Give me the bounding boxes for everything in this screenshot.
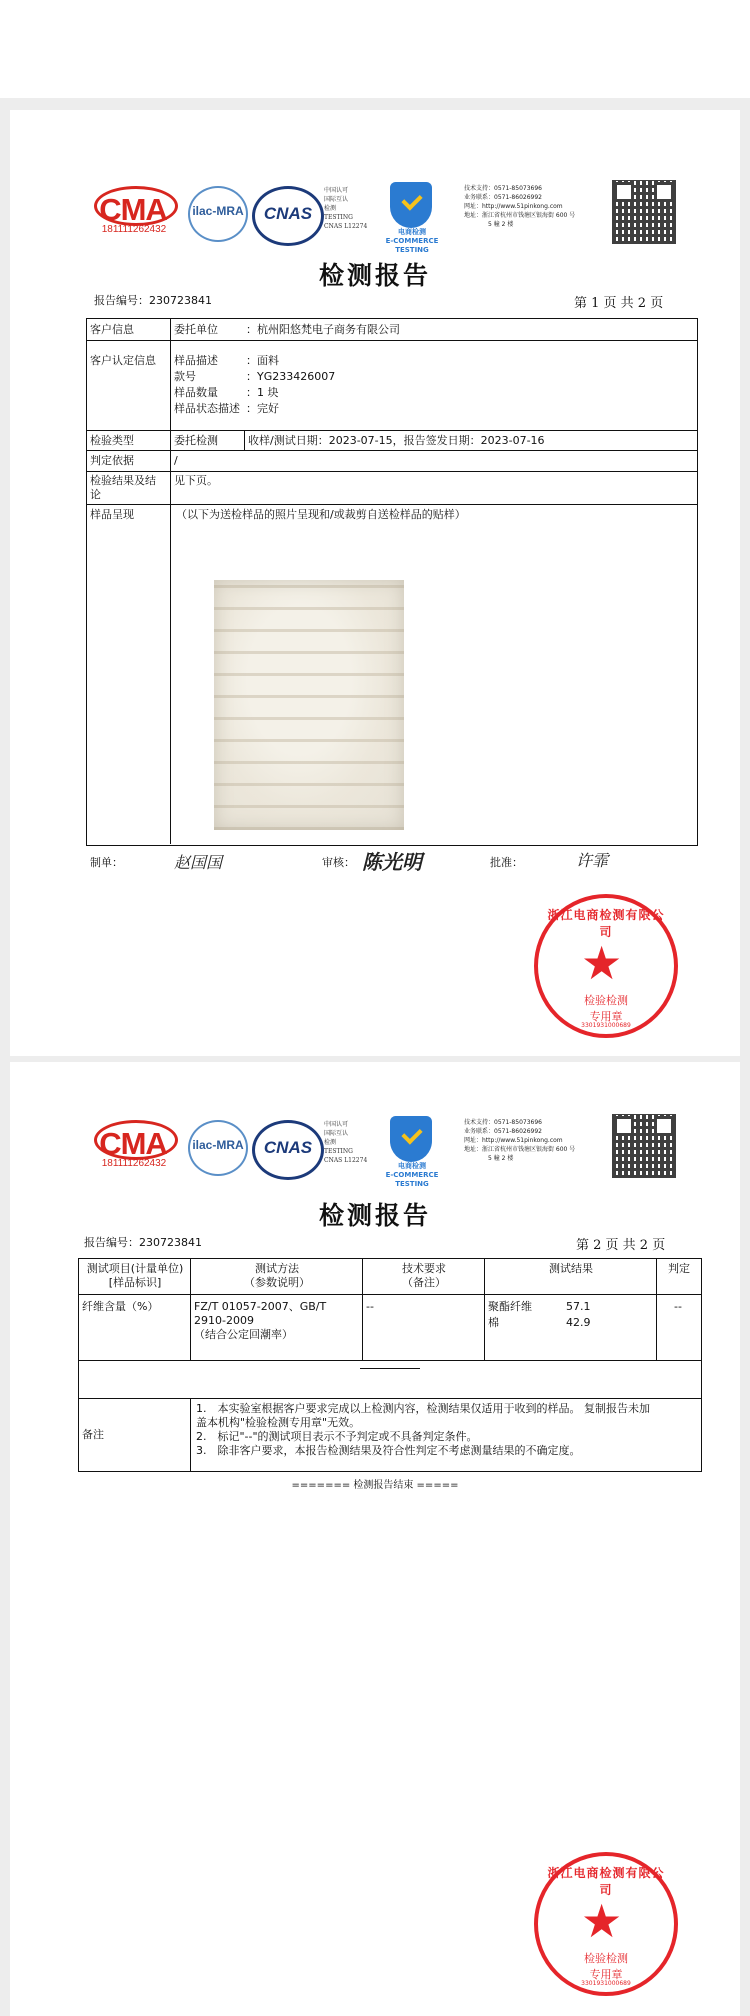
header-result: 测试结果 xyxy=(549,1262,593,1275)
cnas-logo: CNAS xyxy=(252,1120,324,1180)
label-result-conclusion: 检验结果及结论 xyxy=(90,474,156,501)
label-approver: 批准： xyxy=(490,856,523,869)
maker-signature: 赵国国 xyxy=(174,853,223,872)
label-reviewer: 审核： xyxy=(322,856,355,869)
star-icon: ★ xyxy=(581,1894,623,1948)
remarks-label: 备注 xyxy=(82,1428,104,1441)
shield-icon xyxy=(390,1116,432,1162)
report-header xyxy=(92,180,682,260)
cma-logo: CMA 181111262432 xyxy=(92,180,176,242)
report-end-line: ======= 检测报告结束 ===== xyxy=(291,1480,459,1491)
report-header-2 xyxy=(92,1114,682,1194)
row-judgment: -- xyxy=(674,1300,682,1313)
qr-code-icon xyxy=(612,180,676,244)
value-entrusted-test: 委托检测 xyxy=(174,434,218,447)
value-dates: 收样/测试日期：2023-07-15，报告签发日期：2023-07-16 xyxy=(248,434,545,447)
label-judgment-basis: 判定依据 xyxy=(90,454,134,467)
label-sample-qty: 样品数量 xyxy=(174,386,218,399)
row-item: 纤维含量（%） xyxy=(82,1300,159,1313)
value-sample-qty: ：1 块 xyxy=(246,386,279,399)
page-title: 检测报告 xyxy=(318,261,431,290)
page-indicator: 第 2 页 共 2 页 xyxy=(576,1238,666,1253)
shield-icon xyxy=(390,182,432,228)
label-client-info: 客户信息 xyxy=(90,323,134,336)
row-method: FZ/T 01057-2007、GB/T 2910-2009 （结合公定回潮率） xyxy=(194,1300,327,1341)
header-item: 测试项目(计量单位) [样品标识] xyxy=(86,1262,184,1289)
contact-info: 技术支持：0571-85073696 业务联系：0571-86026992 网址：http://www.51pinkong.com 地址：浙江省杭州市钱塘区银海街 600 号 5 幢 2 楼 xyxy=(464,185,576,228)
report-page-1 xyxy=(10,110,740,1056)
contact-info: 技术支持：0571-85073696 业务联系：0571-86026992 网址：http://www.51pinkong.com 地址：浙江省杭州市钱塘区银海街 600 号 5 幢 2 楼 xyxy=(464,1119,576,1162)
page-title: 检测报告 xyxy=(318,1201,431,1230)
header-requirement: 技术要求 （备注） xyxy=(402,1262,446,1289)
label-sample-presentation: 样品呈现 xyxy=(90,508,134,521)
row-requirement: -- xyxy=(366,1300,374,1313)
label-entrusting-unit: 委托单位 xyxy=(174,323,218,336)
top-margin xyxy=(0,0,750,98)
label-style-no: 款号 xyxy=(174,370,196,383)
value-sample-desc: ：面料 xyxy=(246,354,279,367)
cnas-logo: CNAS xyxy=(252,186,324,246)
fabric-sample-photo xyxy=(214,580,404,830)
cnas-note: 中国认可 国际互认 检测 TESTING CNAS L12274 xyxy=(324,1121,368,1164)
value-result-conclusion: 见下页。 xyxy=(174,474,218,487)
sample-note: （以下为送检样品的照片呈现和/或裁剪自送检样品的贴样） xyxy=(176,508,466,521)
inspection-seal: 浙江电商检测有限公司 ★ 检验检测 专用章 3301931000689 xyxy=(534,894,678,1038)
inspection-seal: 浙江电商检测有限公司 ★ 检验检测 专用章 3301931000689 xyxy=(534,1852,678,1996)
report-page-2 xyxy=(10,1062,740,2016)
value-sample-state: ：完好 xyxy=(246,402,279,415)
label-sample-state: 样品状态描述 xyxy=(174,402,240,415)
header-judgment: 判定 xyxy=(668,1262,690,1275)
ilac-mra-logo: ilac-MRA xyxy=(188,1120,248,1176)
report-number: 报告编号：230723841 xyxy=(84,1236,202,1249)
label-sample-desc: 样品描述 xyxy=(174,354,218,367)
value-judgment-basis: / xyxy=(174,454,178,467)
header-method: 测试方法 （参数说明） xyxy=(244,1262,310,1289)
ilac-mra-logo: ilac-MRA xyxy=(188,186,248,242)
report-number: 报告编号：230723841 xyxy=(94,294,212,307)
approver-signature: 许霏 xyxy=(576,851,609,870)
star-icon: ★ xyxy=(581,936,623,990)
ecommerce-testing-label: 电商检测 E-COMMERCE TESTING xyxy=(385,1162,439,1188)
label-client-recognized: 客户认定信息 xyxy=(90,354,156,367)
page-indicator: 第 1 页 共 2 页 xyxy=(574,296,664,311)
row-result-value-1: 57.1 xyxy=(566,1300,591,1313)
reviewer-signature: 陈光明 xyxy=(362,850,422,874)
label-inspection-type: 检验类型 xyxy=(90,434,134,447)
qr-code-icon xyxy=(612,1114,676,1178)
ecommerce-testing-label: 电商检测 E-COMMERCE TESTING xyxy=(385,228,439,254)
row-result-name-2: 棉 xyxy=(488,1316,499,1329)
value-style-no: ：YG233426007 xyxy=(246,370,336,383)
row-result-name-1: 聚酯纤维 xyxy=(488,1300,532,1313)
cnas-note: 中国认可 国际互认 检测 TESTING CNAS L12274 xyxy=(324,187,368,230)
remarks-text: 1. 本实验室根据客户要求完成以上检测内容，检测结果仅适用于收到的样品。 复制报告未加 盖本机构"检验检测专用章"无效。 2. 标记"--"的测试项目表示不予判定或不具备判定条件。 3. 除非客户要求，本报告检测结果及符合性判定不考虑测量结果的不确定度。 xyxy=(196,1402,650,1457)
cma-logo: CMA 181111262432 xyxy=(92,1114,176,1176)
value-entrusting-unit: ：杭州阳悠梵电子商务有限公司 xyxy=(246,323,400,336)
label-maker: 制单： xyxy=(90,856,123,869)
row-result-value-2: 42.9 xyxy=(566,1316,591,1329)
